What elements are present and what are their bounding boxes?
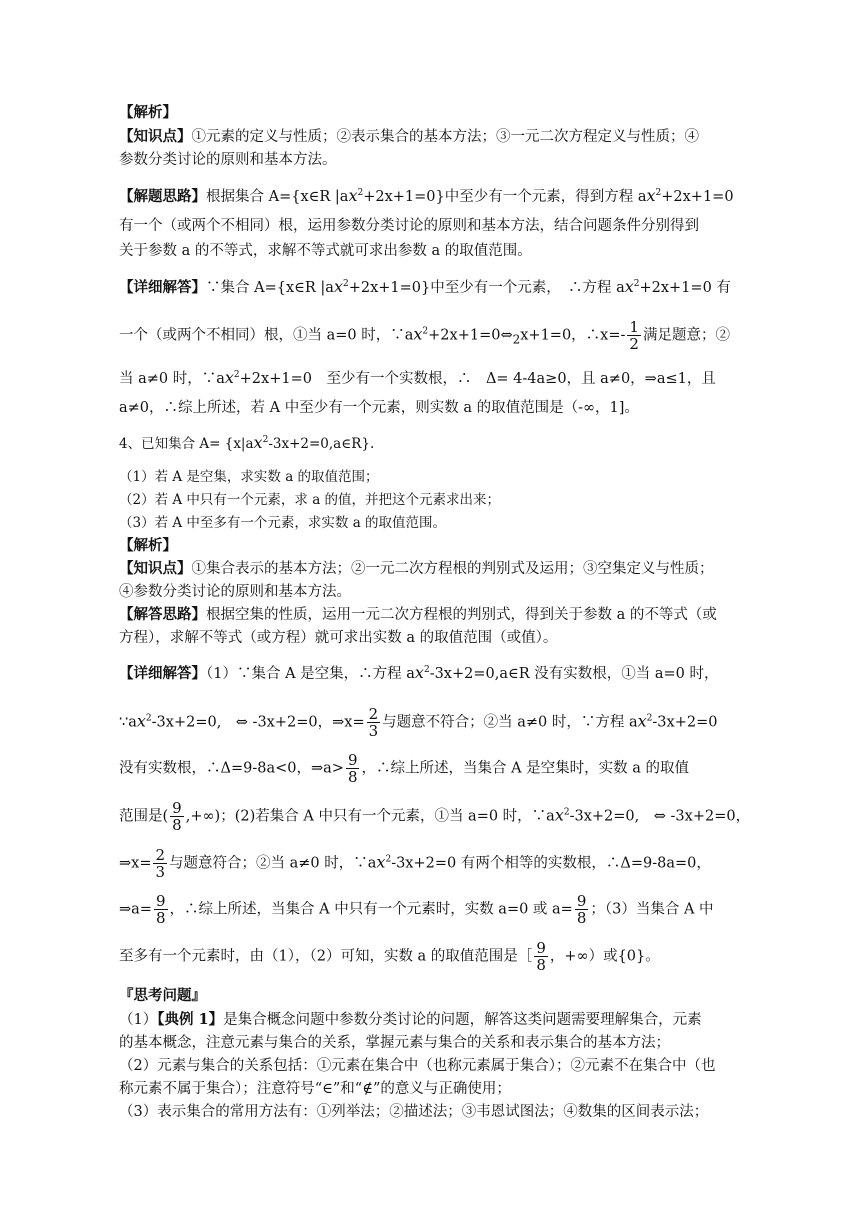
thinking-line-3: （2）元素与集合的关系包括：①元素在集合中（也称元素属于集合）；②元素不在集合中（也 [119, 1058, 716, 1074]
q4-answer-idea-line-1: 【解答思路】根据空集的性质，运用一元二次方程根的判别式，得到关于参数 a 的不等式（或 [119, 606, 717, 623]
q4-detailed-line-6: ⇒a= $\frac{9}{8}$ ，∴综上所述，当集合 A 中只有一个元素时，实数 a=0 或 a= $\frac{9}{8}$ ；（3）当集合 A 中 [119, 892, 714, 927]
fraction-nine-eighths: $\frac{9}{8}$ [347, 751, 358, 786]
analysis-heading: 【解析】 [119, 104, 177, 121]
question-4-part-1: （1）若 A 是空集，求实数 a 的取值范围； [119, 469, 379, 485]
q4-knowledge-points-line-2: ④参数分类讨论的原则和基本方法。 [119, 584, 351, 600]
fraction-nine-eighths: $\frac{9}{8}$ [155, 892, 166, 927]
q4-detailed-line-3: 没有实数根，∴Δ=9-8a<0，⇒a> $\frac{9}{8}$ ，∴综上所述，当集合 A 是空集时，实数 a 的取值 [119, 751, 690, 786]
knowledge-points-line-1: 【知识点】①元素的定义与性质；②表示集合的基本方法；③一元二次方程定义与性质；④ [119, 128, 699, 145]
q4-detailed-line-2: $\because ax^2-3x+2=0$, ⇔ -3x+2=0，⇒x= $\frac{2}{3}$ 与题意不符合；②当 a≠0 时，∵方程 $ax^2-3x+2=0$ [119, 705, 718, 740]
detailed-answer-line-2: 一个（或两个不相同）根，①当 a=0 时，$\because ax^2+2x+1=0\Leftrightarrow_2x+1=0$，∴x=- $\frac{1}{2}$ 满足题意；② [119, 318, 730, 353]
detailed-answer-line-3: 当 a≠0 时，$\because ax^2+2x+1=0$ 至少有一个实数根，∴ Δ= 4-4a≥0，且 a≠0，⇒a≤1，且 [119, 368, 716, 387]
fraction-nine-eighths: $\frac{9}{8}$ [172, 799, 182, 834]
solution-idea-line-1: 【解题思路】根据集合 A={x∈R $|ax^2+2x+1=0$}中至少有一个元素，得到方程 $ax^2+2x+1=0$ [119, 186, 734, 205]
knowledge-points-line-2: 参数分类讨论的原则和基本方法。 [119, 152, 337, 168]
fraction-nine-eighths: $\frac{9}{8}$ [536, 939, 546, 974]
question-4-part-2: （2）若 A 中只有一个元素，求 a 的值，并把这个元素求出来； [119, 492, 501, 508]
q4-detailed-line-7: 至多有一个元素时，由（1），（2）可知，实数 a 的取值范围是［ $\frac{9}{8}$ ，+∞）或{0}。 [119, 939, 660, 974]
q4-detailed-line-4: 范围是( $\frac{9}{8}$ ,+∞)；(2)若集合 A 中只有一个元素，①当 a=0 时，$\because ax^2-3x+2=0$, ⇔ -3x+2=0， [119, 799, 751, 834]
thinking-line-5: （3）表示集合的常用方法有：①列举法；②描述法；③韦恩试图法；④数集的区间表示法； [119, 1104, 709, 1120]
fraction-one-half: $\frac{1}{2}$ [629, 318, 639, 353]
detailed-answer-line-4: a≠0，∴综上所述，若 A 中至少有一个元素，则实数 a 的取值范围是（-∞，1]。 [119, 400, 639, 416]
q4-knowledge-points-line-1: 【知识点】①集合表示的基本方法；②一元二次方程根的判别式及运用；③空集定义与性质； [119, 560, 714, 577]
detailed-answer-line-1: 【详细解答】∵集合 A={x∈R $|ax^2+2x+1=0$}中至少有一个元素， ∴方程 $ax^2+2x+1=0$ 有 [119, 277, 731, 296]
solution-idea-line-2: 有一个（或两个不相同）根，运用参数分类讨论的原则和基本方法，结合问题条件分别得到 [119, 218, 699, 234]
q4-analysis-heading: 【解析】 [119, 537, 177, 554]
thinking-heading: 『思考问题』 [119, 987, 206, 1004]
solution-idea-line-3: 关于参数 a 的不等式，求解不等式就可求出参数 a 的取值范围。 [119, 243, 532, 259]
fraction-two-thirds: $\frac{2}{3}$ [155, 846, 166, 881]
question-4-part-3: （3）若 A 中至多有一个元素，求实数 a 的取值范围。 [119, 515, 447, 531]
thinking-line-4: 称元素不属于集合）；注意符号“∈”和“∉”的意义与正确使用； [119, 1081, 511, 1097]
q4-answer-idea-line-2: 方程），求解不等式（或方程）就可求出实数 a 的取值范围（或值）。 [119, 630, 558, 646]
question-4-stem: 4、已知集合 $A= \{x|ax^2-3x+2=0,a\in R\}$. [119, 433, 375, 452]
q4-detailed-line-1: 【详细解答】（1）∵集合 A 是空集，∴方程 $ax^2-3x+2=0,a\in R$ 没有实数根，①当 a=0 时， [119, 663, 719, 682]
q4-detailed-line-5: ⇒x= $\frac{2}{3}$ 与题意符合；②当 a≠0 时，$\because ax^2-3x+2=0$ 有两个相等的实数根，∴Δ=9-8a=0， [119, 846, 711, 881]
thinking-line-1: （1）【典例 1】是集合概念问题中参数分类讨论的问题，解答这类问题需要理解集合，元素 [119, 1011, 702, 1028]
fraction-two-thirds: $\frac{2}{3}$ [368, 705, 379, 740]
thinking-line-2: 的基本概念，注意元素与集合的关系，掌握元素与集合的关系和表示集合的基本方法； [119, 1035, 670, 1051]
fraction-nine-eighths: $\frac{9}{8}$ [576, 892, 587, 927]
